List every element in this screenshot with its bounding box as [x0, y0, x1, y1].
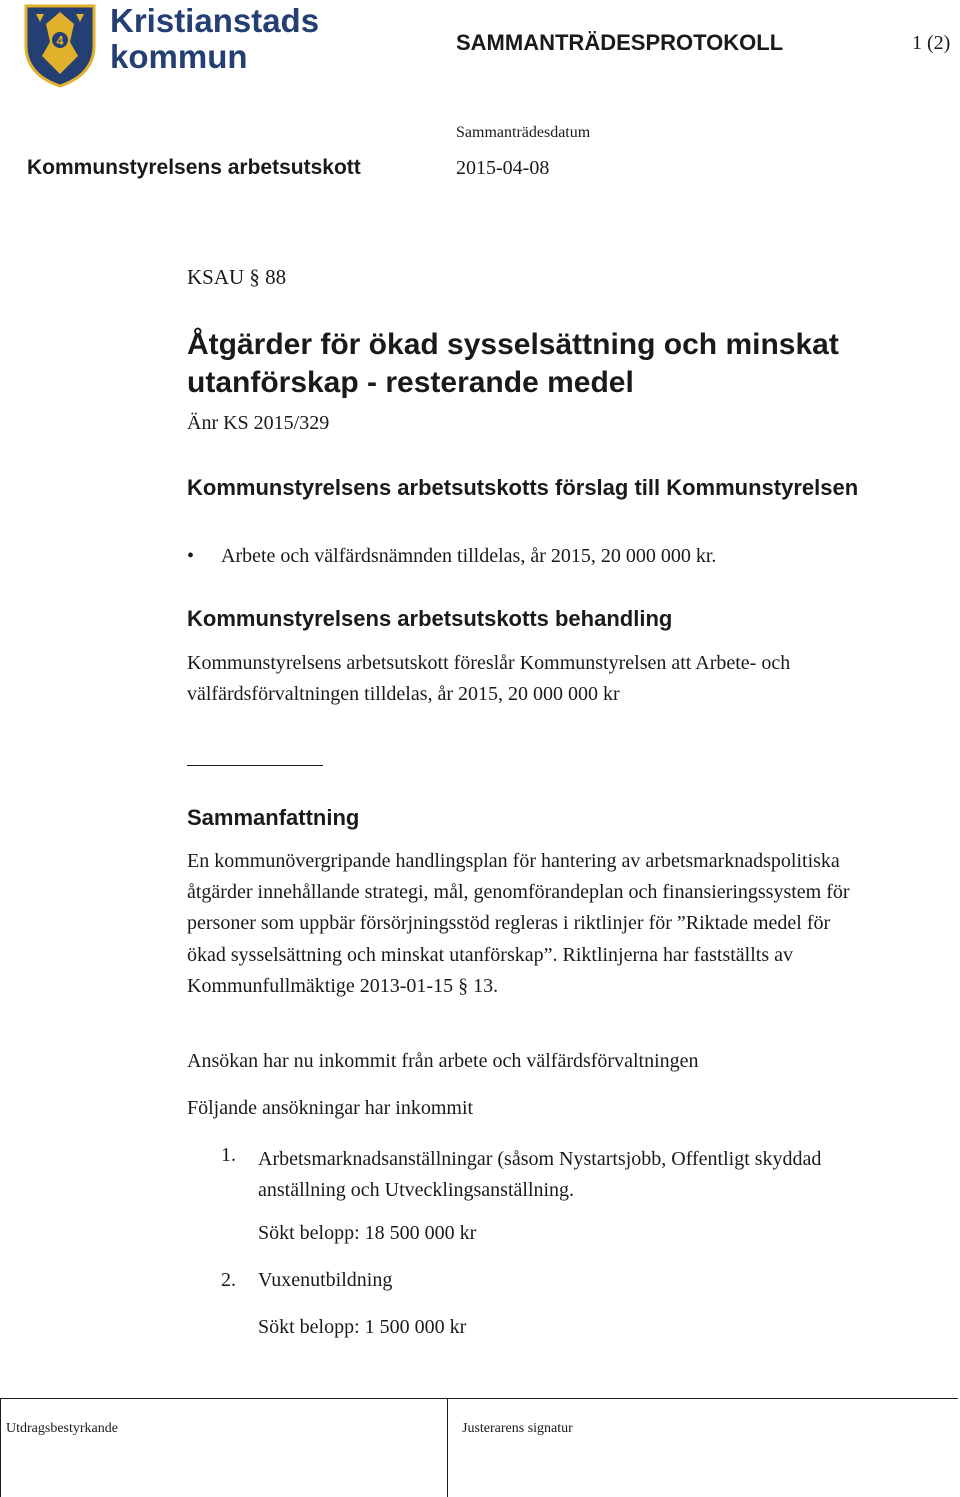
list-item-amount: Sökt belopp: 18 500 000 kr	[258, 1222, 477, 1244]
summary-heading: Sammanfattning	[187, 805, 360, 830]
committee-name: Kommunstyrelsens arbetsutskott	[27, 156, 361, 179]
meeting-date-label: Sammanträdesdatum	[456, 124, 591, 141]
proposal-heading: Kommunstyrelsens arbetsutskotts förslag till Kommunstyrelsen	[187, 475, 859, 500]
footer-border-left	[0, 1398, 1, 1497]
logo-wordmark-line2: kommun	[110, 38, 248, 75]
logo-wordmark-line1: Kristianstads	[110, 2, 320, 39]
section-reference: KSAU § 88	[187, 265, 287, 289]
list-item-number: 2.	[221, 1269, 236, 1291]
page-number: 1 (2)	[912, 32, 951, 54]
summary-paragraph: En kommunövergripande handlingsplan för hantering av arbetsmarknadspolitiska åtgärder innehållande strategi, mål, genomförandeplan och finansieringssystem för personer som uppbär försörjningsstöd regleras i riktlinjer för ”Riktade medel för ökad sysselsättning och minskat utanförskap”. Riktlinjerna har fastställts av Kommunfullmäktige 2013-01-15 § 13.	[187, 850, 850, 997]
footer-border-middle	[447, 1398, 448, 1497]
following-paragraph: Följande ansökningar har inkommit	[187, 1097, 474, 1119]
section-divider	[187, 765, 323, 766]
meeting-date: 2015-04-08	[456, 157, 550, 179]
treatment-paragraph: Kommunstyrelsens arbetsutskott föreslår Kommunstyrelsen att Arbete- och välfärdsförvaltningen tilldelas, år 2015, 20 000 000 kr	[187, 652, 791, 705]
proposal-bullet-text: Arbete och välfärdsnämnden tilldelas, år 2015, 20 000 000 kr.	[221, 545, 717, 567]
svg-text:4: 4	[56, 33, 64, 48]
page-title: Åtgärder för ökad sysselsättning och minskat utanförskap - resterande medel	[187, 328, 839, 399]
list-item-text: Arbetsmarknadsanställningar (såsom Nystartsjobb, Offentligt skyddad anställning och Utvecklingsanställning.	[258, 1148, 822, 1201]
document-type: SAMMANTRÄDESPROTOKOLL	[456, 30, 784, 55]
footer-signature-label: Justerarens signatur	[462, 1421, 573, 1436]
application-paragraph: Ansökan har nu inkommit från arbete och välfärdsförvaltningen	[187, 1050, 699, 1072]
treatment-heading: Kommunstyrelsens arbetsutskotts behandling	[187, 606, 673, 631]
footer-certification-label: Utdragsbestyrkande	[6, 1421, 118, 1436]
coat-of-arms-icon	[22, 2, 98, 88]
list-item-text: Vuxenutbildning	[258, 1269, 393, 1291]
list-item-number: 1.	[221, 1144, 236, 1166]
list-item-amount: Sökt belopp: 1 500 000 kr	[258, 1316, 467, 1338]
case-number: Änr KS 2015/329	[187, 412, 330, 434]
bullet-dot: •	[187, 545, 195, 567]
footer-border-top	[0, 1398, 958, 1399]
